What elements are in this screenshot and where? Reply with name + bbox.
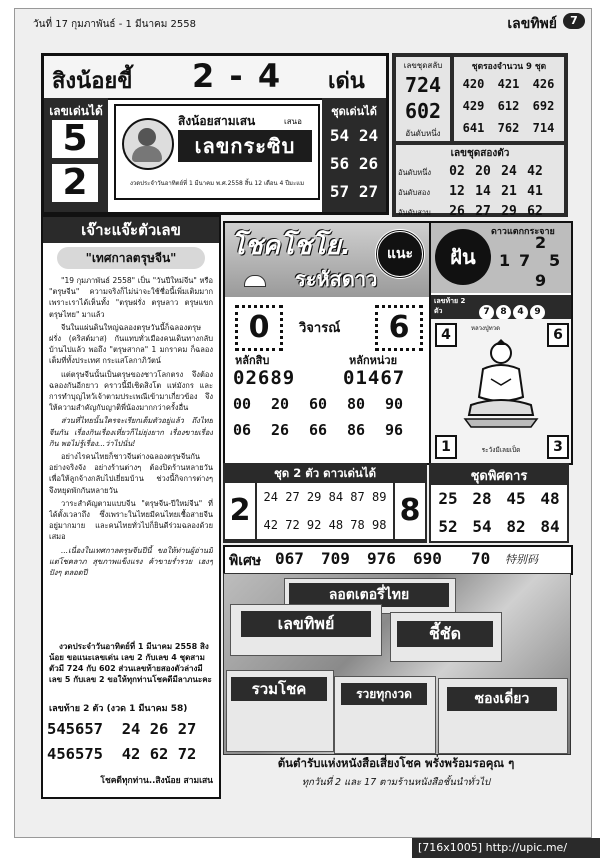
set2-left-digit: 2 bbox=[225, 483, 255, 539]
star-top-panel bbox=[431, 223, 571, 293]
special-number: 067 bbox=[275, 549, 304, 568]
ball: 8 bbox=[496, 305, 511, 320]
special-line bbox=[223, 545, 573, 575]
swap-footer: อันดับหนึ่ง bbox=[405, 129, 441, 138]
logo-line1-small: เสนอ bbox=[284, 117, 302, 126]
paper-cover: เลขทิพย์ bbox=[230, 604, 382, 656]
lucky-row-1: 00 20 60 80 90 bbox=[233, 395, 404, 413]
star-number: 5 bbox=[549, 251, 561, 270]
special-set-box bbox=[429, 463, 569, 543]
set-box bbox=[322, 98, 386, 212]
special-line-label: พิเศษ bbox=[229, 553, 262, 569]
star-label: ดาวแตกกระจาย bbox=[491, 227, 555, 237]
logo-line2: เลขกระซิบ bbox=[178, 130, 312, 162]
lucky-box bbox=[223, 221, 431, 465]
corner-digit-br: 3 bbox=[547, 435, 569, 459]
set-pair: 54 24 bbox=[329, 126, 379, 145]
lucky-title-top: โชคโชโย. bbox=[231, 231, 351, 261]
ones-row: 01467 bbox=[343, 367, 406, 389]
tens-digit: 0 bbox=[235, 305, 283, 351]
article-box bbox=[41, 215, 221, 799]
set2-row: 24 27 29 84 87 89 bbox=[263, 490, 387, 504]
article-paragraph: "19 กุมภาพันธ์ 2558" เป็น "วันปีใหม่จีน" หรือ "ตรุษจีน" ความจริงก็ไม่น่าจะใช้ชื่อนี้เพิ่มเติมมาก เพราะเราได้เห็นทั้ง "ตรุษฝรั่ง ตรุษลาว ตรุษแขก ตรุษไทย" มาแล้ว bbox=[49, 276, 213, 319]
star-number: 2 bbox=[535, 233, 547, 252]
paper-cover: รวยทุกงวด bbox=[334, 676, 436, 754]
article-header: เจ๊าะแจ๊ะตัวเลข bbox=[43, 217, 219, 243]
article-sign: โชคดีทุกท่าน..สิงน้อย สามเสน bbox=[100, 776, 213, 786]
article-paragraph: ...เนื่องในเทศกาลตรุษจีนปีนี้ ขอให้ท่านผู้อ่านมีแต่โชคลาภ สุขภาพแข็งแรง ค้าขายร่ำรวย เฮงๆ ปังๆ ตลอดปี bbox=[49, 545, 213, 578]
two-digit-row: อันดับหนึ่ง 02 20 24 42 bbox=[398, 164, 543, 179]
lucky-row-2: 06 26 66 86 96 bbox=[233, 421, 404, 439]
featured-digit-top: 5 bbox=[52, 120, 98, 158]
tail-balls-row bbox=[431, 295, 571, 319]
corner-digit-bl: 1 bbox=[435, 435, 457, 459]
two-digit-set-rows bbox=[398, 161, 564, 221]
set-box-values bbox=[326, 122, 382, 206]
ones-digit: 6 bbox=[375, 305, 423, 351]
special-row: 52 54 82 84 bbox=[438, 517, 560, 536]
set2-grid bbox=[257, 483, 393, 539]
banner-digits: 2 - 4 bbox=[192, 57, 283, 95]
logo-caption: งวดประจำวันอาทิตย์ที่ 1 มีนาคม พ.ศ.2558 สิ้น 12 เดือน 4 ปีมะแม bbox=[129, 180, 305, 187]
watermark-size: [716x1005] bbox=[418, 841, 483, 854]
issue-date: วันที่ 17 กุมภาพันธ์ - 1 มีนาคม 2558 bbox=[33, 19, 196, 30]
two-digit-row: อันดับสาม 26 27 29 62 bbox=[398, 204, 543, 219]
corner-digit-tr: 6 bbox=[547, 323, 569, 347]
nine-set-grid: 420 421 426 429 612 692 641 762 714 bbox=[462, 77, 555, 135]
swap-box bbox=[396, 57, 450, 141]
special-number: 690 bbox=[413, 549, 442, 568]
featured-digits-panel bbox=[44, 98, 108, 212]
special-number: 70 bbox=[471, 549, 491, 568]
article-paragraph: แต่ตรุษจีนนั้นเป็นตรุษของชาวโลกตรง จึงต้องฉลองกันอีกยาว คราวนี้มีเชิดสิงโต แห่มังกร และการทำบุญไหว้เจ้าตามประเพณีเข้ามาเกี่ยวข้อง จึงให้ความสำคัญกับญาติพี่น้องมากกว่าครั้งอื่น bbox=[49, 369, 213, 413]
featured-digit-bottom: 2 bbox=[52, 164, 98, 202]
article-paragraph: ส่วนที่ไทยนั้นใครจะเรียกเต็มตัวอยู่แล้ว ถึงไทยจีนกัน เรื่องกินเรื่องเที่ยวก็ไม่ยุ่งยาก เรื่องขายเรื่องกิน พอไม่รู้เรื่อง...ว่าไปนั่น! bbox=[49, 416, 213, 448]
special-number: 976 bbox=[367, 549, 396, 568]
article-paragraph: วาระสำคัญตามแบบจีน "ตรุษจีน-ปีใหม่จีน" ที่ได้ตั้งเวลาถึง ซึ่งเพราะในไทยมีคนไทยเชื้อสายจีนอยู่มากมาย และคนไทยทั่วไปก็ยินดีร่วมฉลองด้วยเสมอ bbox=[49, 498, 213, 542]
article-body bbox=[49, 275, 213, 637]
swap-label: เลขชุดสลับ bbox=[403, 61, 443, 70]
newspaper-stack-photo bbox=[223, 573, 571, 755]
logo-panel bbox=[114, 104, 320, 200]
set2-right-digit: 8 bbox=[395, 483, 425, 539]
article-tail-numbers bbox=[47, 717, 217, 767]
set-box-label: ชุดเด่นได้ bbox=[331, 105, 377, 118]
article-paragraph: จีนในแผ่นดินใหญ่ฉลองตรุษวันนี้ก็ฉลองตรุษฝรั่ง (คริสต์มาส) กันแทบทั่วเมืองคนเดินทางกลับบ้านไปแล้ว พอถึง "ตรุษสากล" 1 มกราคม ก็ฉลองเต็มที่ทั้งประเทศ กระแสโลกาภิวัตน์ bbox=[49, 322, 213, 366]
brand-name: เลขทิพย์ bbox=[507, 16, 557, 32]
article-paragraph: อย่างไรคนไทยก็ชาวจีนต่างฉลองตรุษจีนกันอย่างจริงจัง อย่างร้านต่างๆ ต้องปิดร้านหลายวัน เพื่อให้ลูกจ้างกลับไปเยี่ยมบ้าน ช่วงนี้กิจการต่างๆ จึงหยุดพักกันหลายวัน bbox=[49, 452, 213, 495]
lucky-title-bottom: ระหัสดาว bbox=[295, 267, 378, 291]
paper-cover: ซองเดี่ยว bbox=[438, 678, 568, 754]
banner-box bbox=[41, 53, 389, 215]
lucky-title-panel bbox=[225, 223, 429, 297]
two-digit-set-label: เลขชุดสองตัว bbox=[450, 148, 510, 159]
analysis-label: วิจารณ์ bbox=[299, 321, 341, 336]
two-digit-row: อันดับสอง 12 14 21 41 bbox=[398, 184, 543, 199]
page-number: 7 bbox=[563, 13, 585, 29]
tail-row: 545657 24 26 27 bbox=[47, 720, 197, 738]
temple-panel bbox=[431, 319, 571, 463]
special-row: 25 28 45 48 bbox=[438, 489, 560, 508]
nine-set-box bbox=[454, 57, 564, 141]
lucky-badge: แนะ bbox=[375, 229, 425, 279]
corner-digit-tl: 4 bbox=[435, 323, 457, 347]
set2-row: 42 72 92 48 78 98 bbox=[263, 518, 387, 532]
swap-number-2: 602 bbox=[404, 99, 442, 123]
paper-cover: ชี้ชัด bbox=[390, 612, 502, 662]
watermark bbox=[412, 838, 600, 858]
ad-line1: ต้นตำรับแห่งหนังสือเสี่ยงโชค พรั่งพร้อมรอคุณ ๆ bbox=[277, 756, 515, 770]
article-subheader: "เทศกาลตรุษจีน" bbox=[57, 247, 205, 269]
paper-cover: ลอตเตอรี่ไทย bbox=[284, 578, 456, 614]
set-pair: 56 26 bbox=[329, 154, 379, 173]
sunrise-icon bbox=[239, 267, 269, 291]
star-number: 9 bbox=[535, 271, 547, 290]
special-set-label: ชุดพิศดาร bbox=[470, 469, 528, 484]
star-number: 7 bbox=[519, 251, 531, 270]
ones-label: หลักหน่วย bbox=[349, 354, 398, 367]
paper-cover: รวมโชค bbox=[226, 670, 334, 752]
two-digit-set-box bbox=[396, 145, 564, 219]
ad-line2: ทุกวันที่ 2 และ 17 ตามร้านหนังสือชั้นนำทั่วไป bbox=[301, 777, 491, 788]
set2-box bbox=[223, 463, 427, 543]
temple-caption: หลวงปู่ทวด bbox=[471, 325, 500, 332]
special-number: 709 bbox=[321, 549, 350, 568]
tens-row: 02689 bbox=[233, 367, 296, 389]
ball: 9 bbox=[530, 305, 545, 320]
ball-group bbox=[479, 299, 547, 320]
special-set-grid bbox=[431, 485, 567, 541]
watermark-url[interactable]: http://upic.me/ bbox=[485, 841, 568, 854]
banner-title: สิงน้อยขี้ bbox=[52, 69, 133, 94]
star-box bbox=[429, 221, 573, 465]
banner-suffix: เด่น bbox=[328, 69, 365, 94]
special-tag: 特别码 bbox=[505, 553, 538, 566]
tens-label: หลักสิบ bbox=[235, 354, 270, 367]
article-summary: งวดประจำวันอาทิตย์ที่ 1 มีนาคม 2558 สิงน้อย ขอแนะเลขเด่น เลข 2 กับเลข 4 ชุดสามตัวมี 724 กับ 602 ส่วนเลขท้ายสองตัวล่างมีเลข 5 กับเลข 2 ขอให้ทุกท่านโชคดีมีลาภนะคะ bbox=[49, 642, 212, 684]
monk-statue-icon bbox=[461, 335, 541, 429]
set-pair: 57 27 bbox=[329, 182, 379, 201]
set2-label: ชุด 2 ตัว ดาวเด่นได้ bbox=[273, 466, 377, 480]
dream-logo-text: ฝัน bbox=[435, 229, 491, 285]
article-tail-title: เลขท้าย 2 ตัว (งวด 1 มีนาคม 58) bbox=[49, 704, 188, 714]
nine-set-label: ชุดรองจำนวน 9 ชุด bbox=[471, 62, 547, 72]
logo-line1: สิงน้อยสามเสน bbox=[178, 114, 256, 128]
banner-title-bar bbox=[44, 56, 386, 100]
monk-portrait-icon bbox=[122, 118, 174, 170]
tail-label: เลขท้าย 2 ตัว bbox=[434, 297, 466, 315]
tail-row: 456575 42 62 72 bbox=[47, 745, 197, 763]
swap-number-1: 724 bbox=[404, 73, 442, 97]
numbers-panel bbox=[392, 53, 568, 217]
ball: 4 bbox=[513, 305, 528, 320]
ball: 7 bbox=[479, 305, 494, 320]
temple-bottom-caption: ระวังมีเลยเป็ด bbox=[481, 446, 521, 454]
featured-label: เลขเด่นได้ bbox=[49, 104, 103, 118]
newspaper-page bbox=[14, 8, 592, 838]
star-number: 1 bbox=[499, 251, 511, 270]
